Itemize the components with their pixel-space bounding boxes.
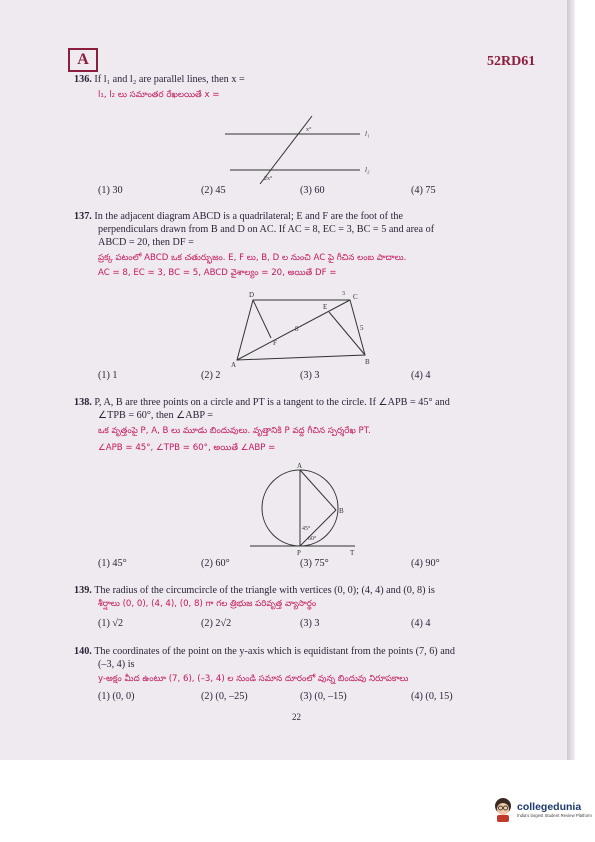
vertex-a: A: [231, 361, 237, 369]
collegedunia-logo: [492, 796, 592, 822]
question-number: 138.: [74, 397, 92, 408]
circle-tangent-figure: [240, 458, 370, 558]
question-text-te: l₁, l₂ లు సమాంతర రేఖలయితే x =: [98, 90, 220, 100]
point-a: A: [297, 462, 303, 470]
option-1: (1) √2: [98, 618, 124, 629]
point-b: B: [339, 507, 344, 515]
question-140: [74, 646, 544, 659]
question-text-en-2: ∠TPB = 60°, then ∠ABP =: [98, 410, 213, 421]
line-l2-label: l₂: [365, 166, 370, 174]
vertex-b: B: [365, 358, 370, 366]
ec-length: 3: [342, 291, 345, 297]
parallel-lines-figure: [220, 114, 390, 184]
question-137: [74, 211, 544, 224]
angle-x-label: x°: [306, 127, 312, 133]
question-text-te: y-అక్షం మీద ఉంటూ (7, 6), (–3, 4) ల నుండి సమాన దూరంలో వున్న బిందువు నిరూపకాలు: [98, 674, 409, 684]
option-4: (4) 75: [411, 185, 436, 196]
vertex-f: F: [273, 339, 277, 347]
question-number: 137.: [74, 211, 92, 222]
bc-length: 5: [360, 324, 364, 332]
option-3: (3) 3: [300, 618, 320, 629]
option-1: (1) 1: [98, 370, 118, 381]
option-1: (1) (0, 0): [98, 691, 135, 702]
mascot-icon: [492, 796, 514, 822]
vertex-d: D: [249, 291, 255, 299]
question-138: [74, 397, 544, 410]
option-2: (2) 2√2: [201, 618, 232, 629]
question-number: 136.: [74, 74, 92, 85]
question-text-en: The radius of the circumcircle of the triangle with vertices (0, 0); (4, 4) and (0, 8) is: [94, 585, 435, 596]
option-3: (3) 60: [300, 185, 325, 196]
logo-name: collegedunia: [517, 800, 582, 813]
option-4: (4) (0, 15): [411, 691, 453, 702]
question-text-te-1: ప్రక్క పటంలో ABCD ఒక చతుర్భుజం. E, F లు, B, D ల నుంచి AC పై గీచిన లంబ పాదాలు.: [98, 253, 407, 263]
question-text-en-3: ABCD = 20, then DF =: [98, 237, 194, 248]
line-l1-label: l₁: [365, 130, 370, 138]
option-2: (2) (0, –25): [201, 691, 248, 702]
vertex-c: C: [353, 293, 358, 301]
question-text-en-1: The coordinates of the point on the y-axis which is equidistant from the points (7, 6) and: [94, 646, 455, 657]
question-number: 139.: [74, 585, 92, 596]
page-number: 22: [292, 712, 301, 722]
set-label: A: [68, 48, 98, 72]
option-2: (2) 60°: [201, 558, 230, 569]
option-3: (3) 75°: [300, 558, 329, 569]
angle-2x-label: 2x°: [264, 176, 273, 182]
question-text-te-2: ∠APB = 45°, ∠TPB = 60°, అయితే ∠ABP =: [98, 443, 276, 453]
option-4: (4) 4: [411, 370, 431, 381]
question-text-te: శీర్షాలు (0, 0), (4, 4), (0, 8) గా గల త్రిభుజ పరివృత్త వ్యాసార్థం: [98, 599, 317, 609]
option-3: (3) 3: [300, 370, 320, 381]
point-p: P: [297, 549, 301, 557]
angle-45-label: 45°: [302, 526, 311, 532]
question-text-te-2: AC = 8, EC = 3, BC = 5, ABCD వైశాల్యం = 20, అయితే DF =: [98, 268, 337, 278]
question-text-en-1: In the adjacent diagram ABCD is a quadrilateral; E and F are the foot of the: [94, 211, 404, 222]
question-number: 140.: [74, 646, 92, 657]
angle-60-label: 60°: [308, 536, 317, 542]
paper-code: 52RD61: [487, 54, 536, 69]
quadrilateral-figure: [225, 285, 385, 370]
option-1: (1) 30: [98, 185, 123, 196]
question-text-en-2: perpendiculars drawn from B and D on AC. If AC = 8, EC = 3, BC = 5 and area of: [98, 224, 435, 235]
question-139: [74, 585, 544, 598]
question-text-en-2: (–3, 4) is: [98, 659, 135, 670]
option-4: (4) 90°: [411, 558, 440, 569]
option-3: (3) (0, –15): [300, 691, 347, 702]
option-1: (1) 45°: [98, 558, 127, 569]
option-2: (2) 2: [201, 370, 221, 381]
point-t: T: [350, 549, 355, 557]
question-text-en: If l₁ and l₂ are parallel lines, then x =: [94, 74, 245, 85]
option-4: (4) 4: [411, 618, 431, 629]
ac-length: 8: [295, 325, 299, 333]
vertex-e: E: [323, 303, 328, 311]
question-text-te-1: ఒక వృత్తంపై P, A, B లు మూడు బిందువులు. వృత్తానికి P వద్ద గీచిన స్పర్శరేఖ PT.: [98, 426, 371, 436]
logo-tagline: India's largest Student Review Platform: [517, 812, 592, 818]
question-136: [74, 74, 245, 87]
option-2: (2) 45: [201, 185, 226, 196]
question-text-en-1: P, A, B are three points on a circle and PT is a tangent to the circle. If ∠APB = 45° and: [94, 397, 450, 408]
